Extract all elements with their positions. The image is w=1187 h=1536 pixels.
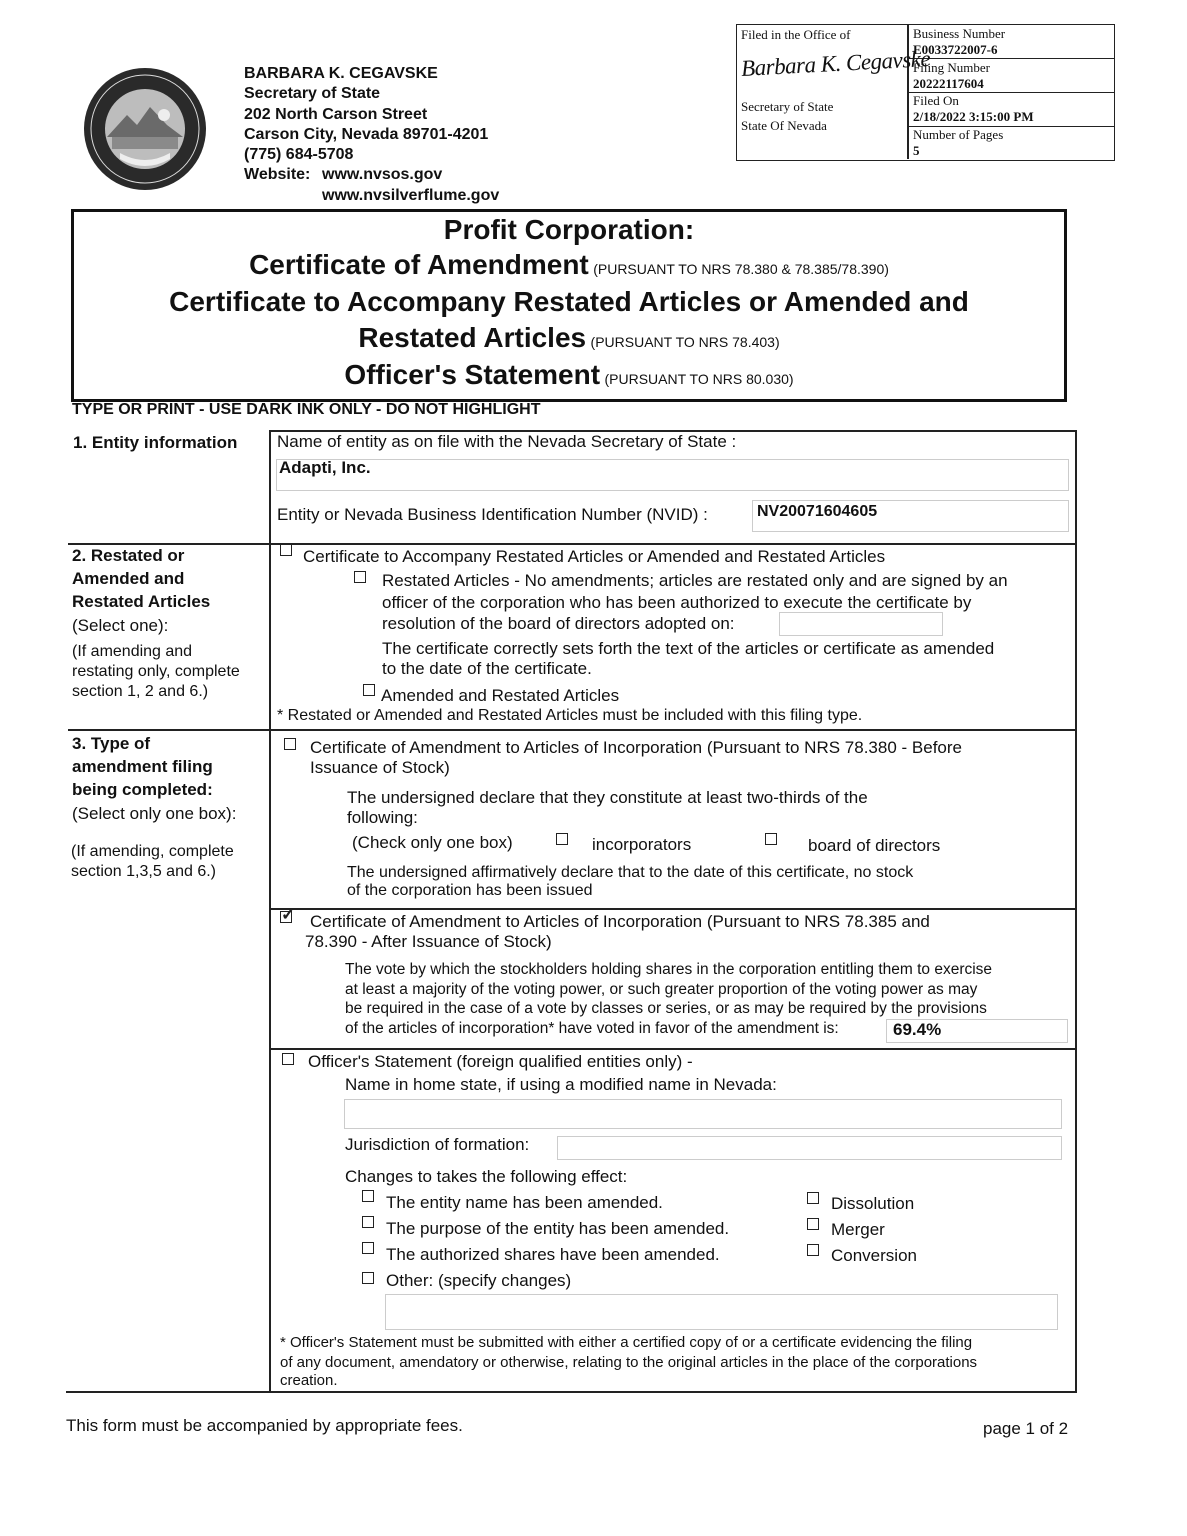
other-changes-checkbox[interactable] [362,1272,374,1284]
before-issuance-line2: Issuance of Stock) [310,758,450,777]
officer-note-line2: of any document, amendatory or otherwise, relating to the original articles in the place of the corporations [280,1354,978,1371]
home-state-name-field[interactable] [344,1099,1062,1129]
secretary-title: Secretary of State [244,85,381,102]
restated-articles-line2: officer of the corporation who has been authorized to execute the certificate by [382,593,972,612]
filing-number-value: 20222117604 [913,76,984,91]
secretary-name: BARBARA K. CEGAVSKE [244,65,438,82]
certificate-text-line2: to the date of the certificate. [382,659,592,678]
conversion-label: Conversion [831,1246,917,1265]
vote-line3: be required in the case of a vote by classes or series, or as may be required by the provisions [345,1000,987,1017]
other-changes-label: Other: (specify changes) [386,1271,572,1290]
before-issuance-checkbox[interactable] [284,738,296,750]
restated-certificate-checkbox[interactable] [280,544,292,556]
title-line3: Certificate to Accompany Restated Articles or Amended and [169,286,969,317]
officers-statement-checkbox[interactable] [282,1053,294,1065]
address-line2: Carson City, Nevada 89701-4201 [244,126,489,143]
website-link-silverflume[interactable]: www.nvsilverflume.gov [322,187,500,204]
check-one-label: (Check only one box) [352,833,513,852]
vote-line1: The vote by which the stockholders holding shares in the corporation entitling them to exercise [345,961,993,978]
restated-certificate-label: Certificate to Accompany Restated Articles or Amended and Restated Articles [303,547,886,566]
affirm-line2: of the corporation has been issued [347,882,593,899]
section3-note-line2: section 1,3,5 and 6.) [71,863,216,880]
board-of-directors-label: board of directors [808,836,941,855]
amended-restated-label: Amended and Restated Articles [381,686,620,705]
business-number-label: Business Number [913,26,1006,41]
amended-restated-checkbox[interactable] [363,684,375,696]
affirm-line1: The undersigned affirmatively declare that to the date of this certificate, no stock [347,864,914,881]
dissolution-label: Dissolution [831,1194,915,1213]
website-label: Website: [244,166,311,183]
other-changes-field[interactable] [385,1294,1058,1330]
home-state-name-label: Name in home state, if using a modified name in Nevada: [345,1075,777,1094]
shares-amended-label: The authorized shares have been amended. [386,1245,720,1264]
title-line4 [71,322,1067,354]
title-officers-statement: Officer's Statement [344,359,601,390]
vote-percentage-value: 69.4% [893,1020,942,1039]
jurisdiction-label: Jurisdiction of formation: [345,1135,530,1154]
changes-label: Changes to takes the following effect: [345,1167,628,1186]
entity-name-amended-checkbox[interactable] [362,1190,374,1202]
business-number-value: E0033722007-6 [913,42,998,57]
title-line1: Profit Corporation: [443,214,695,245]
board-of-directors-checkbox[interactable] [765,833,777,845]
section2-label-line3: Restated Articles [72,592,211,611]
entity-name-value: Adapti, Inc. [279,458,371,477]
section3-label-line2: amendment filing [72,757,213,776]
title-line2 [71,249,1067,281]
restated-articles-checkbox[interactable] [354,571,366,583]
merger-label: Merger [831,1220,885,1239]
page-number: page 1 of 2 [983,1419,1069,1438]
conversion-checkbox[interactable] [807,1244,819,1256]
number-of-pages-label: Number of Pages [913,127,1004,142]
title-note-restated: (PURSUANT TO NRS 78.403) [590,334,780,350]
title-line5 [71,359,1067,391]
state-seal [82,67,208,191]
fees-note: This form must be accompanied by appropriate fees. [66,1416,463,1435]
restated-articles-line1: Restated Articles - No amendments; articles are restated only and are signed by an [382,571,1008,590]
filed-on-value: 2/18/2022 3:15:00 PM [913,109,1034,124]
filing-stamp-box [736,24,1115,161]
number-of-pages-value: 5 [913,143,920,158]
declare-line1: The undersigned declare that they constitute at least two-thirds of the [347,788,868,807]
title-certificate-of-amendment: Certificate of Amendment [249,249,589,280]
vote-line4: of the articles of incorporation* have voted in favor of the amendment is: [345,1020,839,1037]
website-link-nvsos[interactable]: www.nvsos.gov [322,166,443,183]
section2-select: (Select one): [72,616,169,635]
purpose-amended-label: The purpose of the entity has been amended. [386,1219,730,1238]
filed-on-label: Filed On [913,93,959,108]
section2-footnote: * Restated or Amended and Restated Articles must be included with this filing type. [277,707,863,724]
filed-in-office-label: Filed in the Office of [741,27,851,42]
section2-note-line3: section 1, 2 and 6.) [72,683,209,700]
certificate-text-line1: The certificate correctly sets forth the text of the articles or certificate as amended [382,639,995,658]
phone: (775) 684-5708 [244,146,354,163]
nvid-value: NV20071604605 [757,503,878,520]
section3-note-line1: (If amending, complete [71,843,234,860]
section3-label-line3: being completed: [72,780,213,799]
jurisdiction-field[interactable] [557,1136,1062,1160]
shares-amended-checkbox[interactable] [362,1242,374,1254]
section2-note-line2: restating only, complete [72,663,240,680]
nvid-label: Entity or Nevada Business Identification Number (NVID) : [277,505,708,524]
incorporators-checkbox[interactable] [556,833,568,845]
officer-note-line3: creation. [280,1372,338,1389]
instruction-text: TYPE OR PRINT - USE DARK INK ONLY - DO NOT HIGHLIGHT [72,401,541,418]
after-issuance-line2: 78.390 - After Issuance of Stock) [305,932,552,951]
signature: Barbara K. Cegavske [740,46,931,81]
after-issuance-line1: Certificate of Amendment to Articles of Incorporation (Pursuant to NRS 78.385 and [310,912,930,931]
vote-line2: at least a majority of the voting power, or such greater proportion of the voting power as may [345,981,978,998]
entity-name-amended-label: The entity name has been amended. [386,1193,663,1212]
section1-label: 1. Entity information [73,433,238,452]
section2-label-line1: 2. Restated or [72,546,185,565]
office-line1: Secretary of State [741,99,834,114]
incorporators-label: incorporators [592,835,692,854]
title-note-officer: (PURSUANT TO NRS 80.030) [604,371,794,387]
restated-articles-line3: resolution of the board of directors adopted on: [382,614,735,633]
dissolution-checkbox[interactable] [807,1192,819,1204]
title-note-amendment: (PURSUANT TO NRS 78.380 & 78.385/78.390) [593,261,889,277]
section2-label-line2: Amended and [72,569,185,588]
entity-name-field[interactable] [276,459,1069,491]
title-restated-articles: Restated Articles [358,322,587,353]
entity-name-label: Name of entity as on file with the Nevada Secretary of State : [277,432,737,451]
after-issuance-checkbox[interactable] [280,911,292,923]
declare-line2: following: [347,808,418,827]
section3-select: (Select only one box): [72,804,237,823]
office-line2: State Of Nevada [741,118,827,133]
filing-number-label: Filing Number [913,60,990,75]
officers-statement-title: Officer's Statement (foreign qualified entities only) - [308,1052,693,1071]
seal-icon [82,67,208,191]
purpose-amended-checkbox[interactable] [362,1216,374,1228]
section2-note-line1: (If amending and [72,643,193,660]
address-line1: 202 North Carson Street [244,106,428,123]
section3-label-line1: 3. Type of [72,734,151,753]
merger-checkbox[interactable] [807,1218,819,1230]
before-issuance-line1: Certificate of Amendment to Articles of Incorporation (Pursuant to NRS 78.380 - Before [310,738,962,757]
board-adoption-date-field[interactable] [779,612,943,636]
officer-note-line1: * Officer's Statement must be submitted with either a certified copy of or a certificate evidencing the filing [280,1334,973,1351]
